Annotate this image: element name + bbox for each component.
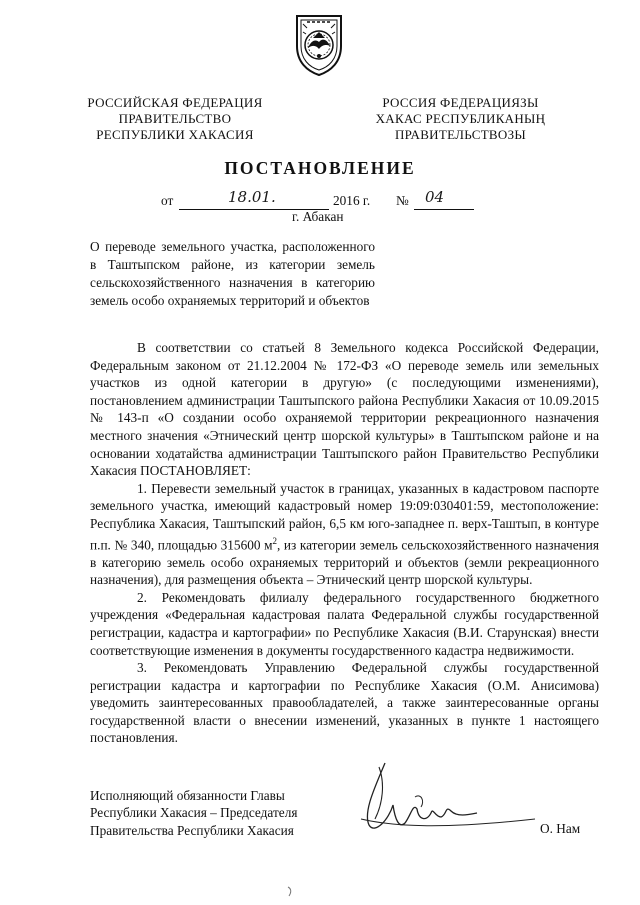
header-right-line: ПРАВИТЕЛЬСТВОЗЫ xyxy=(394,127,527,142)
header-right xyxy=(358,95,563,143)
header-left xyxy=(75,95,275,143)
handwritten-signature xyxy=(355,757,540,842)
signatory-line: Исполняющий обязанности Главы xyxy=(90,788,285,803)
body-item-1 xyxy=(90,480,599,589)
signatory-line: Правительства Республики Хакасия xyxy=(90,822,294,838)
body-preamble: В соответствии со статьей 8 Земельного кодекса Российской Федерации, Федеральным законом от 21.12.2004 № 172-ФЗ «О переводе земель или земельных участков из одной категории в другую» (с последующими изменениями), постановлением администрации Таштыпского района Республики Хакасия от 10.09.2015 № 143-п «О создании особо охраняемой территории рекреационного назначения местного значения «Этнический центр шорской культуры» в Таштыпском районе и на основании ходатайства администрации Таштыпского район Правительство Республики Хакасия ПОСТАНОВЛЯЕТ: xyxy=(90,340,599,479)
item1-superscript: 2 xyxy=(272,535,278,546)
header-right-line: РОССИЯ ФЕДЕРАЦИЯЗЫ xyxy=(382,95,539,110)
document-title: ПОСТАНОВЛЕНИЕ xyxy=(224,158,416,178)
date-year: 2016 г. xyxy=(333,193,371,208)
signatory-title xyxy=(90,787,297,839)
date-handwritten: 18.01. xyxy=(228,188,276,206)
signatory-name: О. Нам xyxy=(540,821,581,836)
item1-text-rest: , из категории земель сельскохозяйственного назначения в категорию земель особо охраняемых территорий и объектов (земли рекреационного назначения), для размещения объекта – Этнический центр шорской культуры. xyxy=(90,536,599,588)
header-left-line: РОССИЙСКАЯ ФЕДЕРАЦИЯ xyxy=(87,95,263,110)
date-from-label: от xyxy=(161,193,174,208)
number-underline xyxy=(414,209,474,210)
body-item-3: 3. Рекомендовать Управлению Федеральной службы государственной регистрации кадастра и картографии по Республике Хакасия (О.М. Анисимова) уведомить заинтересованных правообладателей, а также заинтересованные органы государственной власти о внесении изменений, указанных в пункте 1 настоящего постановления. xyxy=(90,660,599,746)
signatory-line: Республики Хакасия – Председателя xyxy=(90,805,298,821)
document-body xyxy=(90,339,599,747)
city: г. Абакан xyxy=(292,209,344,224)
number-label: № xyxy=(396,193,409,208)
item1-text: 1. Перевести земельный участок в границах, указанных в кадастровом паспорте земельного участка, имеющий кадастровый номер 19:09:030401:59, местоположение: Республика Хакасия, Таштыпский район, 6,5 км юго-западнее п. верх-Таштып, в контуре п.п. № 340, площадью 315600 м xyxy=(90,480,599,552)
document-subject: О переводе земельного участка, расположенного в Таштыпском районе, из категории земель сельскохозяйственного назначения в категорию земель особо охраняемых территорий и объектов xyxy=(90,239,375,308)
body-item-2: 2. Рекомендовать филиалу федерального государственного бюджетного учреждения «Федеральная кадастровая палата Федеральной службы государственной регистрации, кадастра и картографии» по Республике Хакасия (В.И. Старунская) внести соответствующие изменения в документы государственного кадастра недвижимости. xyxy=(90,589,599,658)
page-mark xyxy=(286,885,294,897)
coat-of-arms-icon xyxy=(289,12,349,78)
number-handwritten: 04 xyxy=(425,188,445,206)
header-right-line: ХАКАС РЕСПУБЛИКАНЫҢ xyxy=(375,111,546,126)
header-left-line: РЕСПУБЛИКИ ХАКАСИЯ xyxy=(96,127,254,142)
header-left-line: ПРАВИТЕЛЬСТВО xyxy=(118,111,232,126)
